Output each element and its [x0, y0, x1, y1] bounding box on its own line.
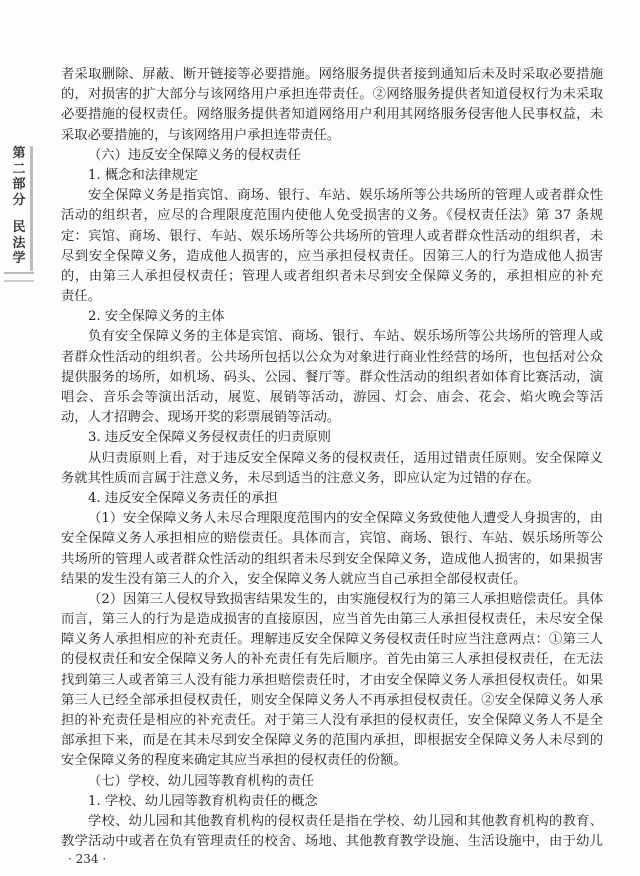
section-heading	[61, 146, 603, 166]
text-line: 提供服务的场所，如机场、码头、公园、餐厅等。群众性活动的组织者如体育比赛活动，演	[61, 369, 603, 385]
text-line: 担的补充责任是相应的补充责任。对于第三人没有承担的侵权责任，安全保障义务人不是全	[61, 713, 603, 728]
text-line: 唱会、音乐会等演出活动，展览、展销等活动，游园、灯会、庙会、花会、焰火晚会等活	[61, 390, 603, 405]
text-line: 定：宾馆、商场、银行、车站、娱乐场所等公共场所的管理人或者群众性活动的组织者，未	[61, 228, 603, 244]
text-line: 第三人已经全部承担侵权责任，则安全保障义务人不再承担侵权责任。②安全保障义务人承	[61, 692, 603, 708]
text-line: 1. 学校、幼儿园等教育机构责任的概念	[88, 793, 318, 809]
side-tab-rule	[4, 272, 34, 282]
text-line: 者群众性活动的组织者。公共场所包括以公众为对象进行商业性经营的场所，也包括对公众	[61, 349, 603, 365]
text-line: 安全保障义务人承担相应的赔偿责任。具体而言，宾馆、商场、银行、车站、娱乐场所等公	[61, 531, 603, 547]
text-line: （1）安全保障义务人未尽合理限度范围内的安全保障义务致使他人遭受人身损害的，由	[88, 511, 603, 527]
text-line: 动，人才招聘会、现场开奖的彩票展销等活动。	[61, 410, 341, 426]
paragraph	[61, 812, 603, 852]
text-line: 者采取删除、屏蔽、断开链接等必要措施。网络服务提供者接到通知后未及时采取必要措施	[61, 67, 603, 82]
text-line: 障义务人承担相应的补充责任。理解违反安全保障义务侵权责任时应当注意两点：①第三人	[61, 632, 603, 648]
text-line: （六）违反安全保障义务的侵权责任	[88, 147, 301, 163]
section-heading	[61, 166, 603, 186]
section-heading	[61, 792, 603, 812]
side-tab-part: 第二部分	[12, 146, 26, 208]
text-line: 2. 安全保障义务的主体	[88, 309, 225, 325]
text-line: 结果的发生没有第三人的介入，安全保障义务人就应当自己承担全部侵权责任。	[61, 571, 527, 587]
section-heading	[61, 428, 603, 448]
paragraph	[61, 65, 603, 146]
text-line: 而言，第三人的行为是造成损害的直接原因，应当首先由第三人承担侵权责任，未尽安全保	[61, 612, 603, 628]
text-line: 尽到安全保障义务，造成他人损害的，应当承担侵权责任。因第三人的行为造成他人损害	[61, 248, 603, 264]
side-tab-bar	[30, 146, 33, 271]
text-line: 的侵权责任和安全保障义务人的补充责任有先后顺序。首先由第三人承担侵权责任，在无法	[61, 652, 603, 668]
text-line: 4. 违反安全保障义务责任的承担	[88, 490, 278, 506]
text-line: （七）学校、幼儿园等教育机构的责任	[88, 773, 315, 789]
text-line: 必要措施的侵权责任。网络服务提供者知道网络用户利用其网络服务侵害他人民事权益，未	[61, 107, 603, 123]
section-heading	[61, 307, 603, 327]
text-line: 采取必要措施的，与该网络用户承担连带责任。	[61, 127, 341, 143]
paragraph	[61, 449, 603, 489]
paragraph	[61, 590, 603, 772]
section-heading	[61, 772, 603, 792]
page-body	[61, 65, 603, 852]
text-line: 活动的组织者，应尽的合理限度范围内使他人免受损害的义务。《侵权责任法》第 37 条规	[61, 208, 603, 224]
text-line: 的，由第三人承担侵权责任；管理人或者组织者未尽到安全保障义务的，承担相应的补充	[61, 268, 603, 284]
text-line: （2）因第三人侵权导致损害结果发生的，由实施侵权行为的第三人承担赔偿责任。具体	[88, 591, 603, 607]
section-heading	[61, 489, 603, 509]
text-line: 安全保障义务的程度来确定其应当承担的侵权责任的份额。	[61, 753, 407, 769]
side-tab	[8, 146, 30, 267]
text-line: 共场所的管理人或者群众性活动的组织者未尽到安全保障义务，造成他人损害的，如果损害	[61, 551, 603, 567]
text-line: 责任。	[61, 289, 101, 305]
side-tab-subject: 民法学	[12, 220, 26, 266]
text-line: 务就其性质而言属于注意义务，未尽到适当的注意义务，即应认定为过错的存在。	[61, 470, 540, 486]
text-line: 找到第三人或者第三人没有能力承担赔偿责任时，才由安全保障义务人承担侵权责任。如果	[61, 672, 603, 688]
text-line: 3. 违反安全保障义务侵权责任的归责原则	[88, 430, 331, 446]
text-line: 学校、幼儿园和其他教育机构的侵权责任是指在学校、幼儿园和其他教育机构的教育、	[88, 813, 603, 829]
text-line: 的，对损害的扩大部分与该网络用户承担连带责任。②网络服务提供者知道侵权行为未采取	[61, 87, 603, 103]
text-line: 安全保障义务是指宾馆、商场、银行、车站、娱乐场所等公共场所的管理人或者群众性	[88, 188, 603, 204]
text-line: 从归责原则上看，对于违反安全保障义务的侵权责任，适用过错责任原则。安全保障义	[88, 450, 603, 466]
paragraph	[61, 327, 603, 428]
text-line: 部承担下来，而是在其未尽到安全保障义务的范围内承担，即根据安全保障义务人未尽到的	[61, 733, 603, 749]
text-line: 教学活动中或者在负有管理责任的校舍、场地、其他教育教学设施、生活设施中，由于幼儿	[61, 834, 603, 850]
paragraph	[61, 509, 603, 590]
text-line: 负有安全保障义务的主体是宾馆、商场、银行、车站、娱乐场所等公共场所的管理人或	[88, 329, 603, 345]
page-number: · 234 ·	[68, 852, 107, 866]
paragraph	[61, 186, 603, 307]
text-line: 1. 概念和法律规定	[88, 167, 198, 183]
